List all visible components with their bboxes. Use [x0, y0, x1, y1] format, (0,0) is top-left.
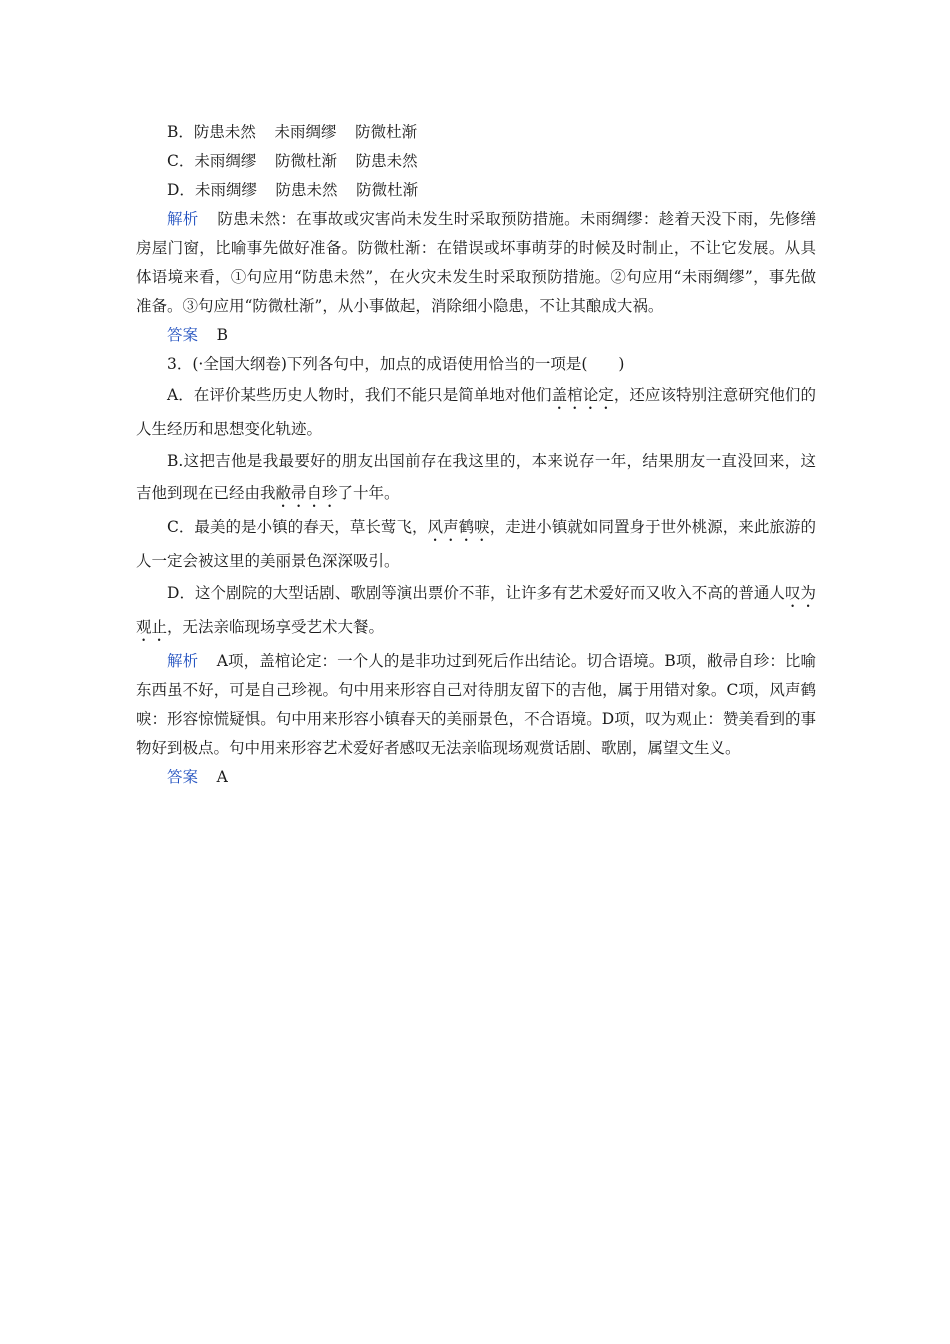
analysis-text: A项，盖棺论定：一个人的是非功过到死后作出结论。切合语境。B项，敝帚自珍：比喻东西虽不好，可是自己珍视。句中用来形容自己对待朋友留下的吉他，属于用错对象。C项，风声鹤唳：形容惊慌疑惧。句中用来形容小镇春天的美丽景色，不合语境。D项，叹为观止：赞美看到的事物好到极点。句中用来形容艺术爱好者感叹无法亲临现场观赏话剧、歌剧，属望文生义。 — [136, 652, 816, 757]
option-part: 防微杜渐 — [355, 123, 418, 141]
q2-answer — [136, 321, 816, 350]
option-text: D．这个剧院的大型话剧、歌剧等演出票价不菲，让许多有艺术爱好而又收入不高的普通人 — [167, 584, 785, 602]
option-letter: B． — [167, 123, 194, 141]
q2-analysis — [136, 205, 816, 321]
option-letter: C． — [167, 152, 195, 170]
q3-option-c — [136, 511, 816, 577]
dotted-idiom: 敝帚自珍 — [275, 484, 338, 502]
dotted-idiom: 盖棺论定 — [551, 386, 614, 404]
question-stem: 3．(·全国大纲卷)下列各句中，加点的成语使用恰当的一项是( ) — [167, 355, 625, 373]
q3-option-a — [136, 379, 816, 445]
document-page — [136, 118, 816, 792]
option-part: 防患未然 — [193, 123, 256, 141]
option-text: C．最美的是小镇的春天，草长莺飞， — [167, 518, 428, 536]
answer-value: B — [216, 326, 228, 344]
q3-analysis — [136, 647, 816, 763]
q2-option-b — [136, 118, 816, 147]
q3-answer — [136, 763, 816, 792]
analysis-label: 解析 — [167, 652, 199, 670]
analysis-label: 解析 — [167, 210, 199, 228]
option-part: 防患未然 — [355, 152, 418, 170]
option-part: 防微杜渐 — [356, 181, 419, 199]
q2-option-c — [136, 147, 816, 176]
option-part: 未雨绸缪 — [194, 152, 257, 170]
dotted-idiom: 风声鹤唳 — [427, 518, 490, 536]
option-letter: D． — [167, 181, 195, 199]
q3-option-d — [136, 577, 816, 645]
option-text: ，还应该特别注意研究他们的人生经历和思想变化轨迹。 — [136, 386, 816, 438]
answer-label: 答案 — [167, 768, 199, 786]
answer-value: A — [216, 768, 228, 786]
q3-stem — [136, 350, 816, 379]
option-text: ，无法亲临现场享受艺术大餐。 — [167, 618, 385, 636]
option-text: B.这把吉他是我最要好的朋友出国前存在我这里的，本来说存一年，结果朋友一直没回来，这吉他到现在已经由我 — [136, 452, 816, 502]
q3-option-b — [136, 445, 816, 511]
option-part: 防微杜渐 — [274, 152, 337, 170]
option-part: 防患未然 — [275, 181, 338, 199]
option-part: 未雨绸缪 — [194, 181, 257, 199]
option-text: ，走进小镇就如同置身于世外桃源，来此旅游的人一定会被这里的美丽景色深深吸引。 — [136, 518, 816, 570]
option-part: 未雨绸缪 — [274, 123, 337, 141]
option-text: A．在评价某些历史人物时，我们不能只是简单地对他们 — [167, 386, 552, 404]
analysis-text: 防患未然：在事故或灾害尚未发生时采取预防措施。未雨绸缪：趁着天没下雨，先修缮房屋门窗，比喻事先做好准备。防微杜渐：在错误或坏事萌芽的时候及时制止，不让它发展。从具体语境来看，①句应用“防患未然”，在火灾未发生时采取预防措施。②句应用“未雨绸缪”，事先做准备。③句应用“防微杜渐”，从小事做起，消除细小隐患，不让其酿成大祸。 — [136, 210, 816, 315]
answer-label: 答案 — [167, 326, 199, 344]
option-text: 了十年。 — [337, 484, 400, 502]
dotted-idiom: 叹为观止 — [136, 584, 816, 636]
q2-option-d — [136, 176, 816, 205]
